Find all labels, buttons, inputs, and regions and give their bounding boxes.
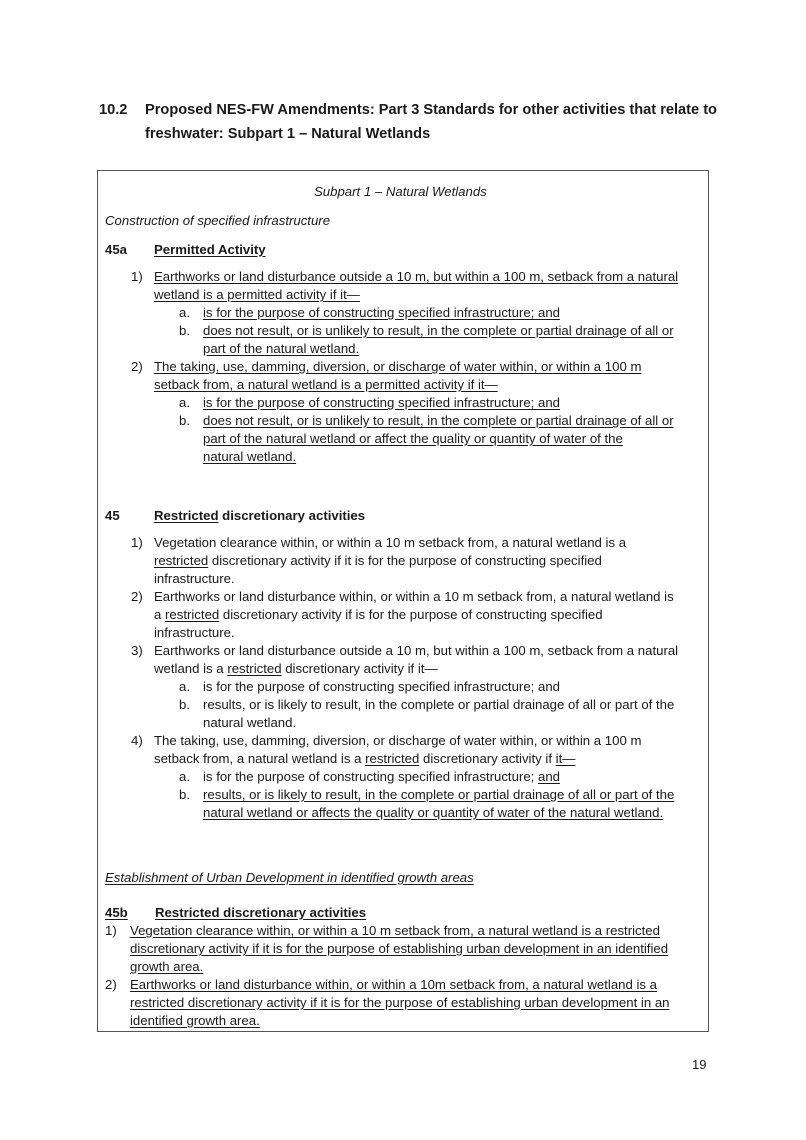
it-insert: it— [555, 751, 576, 766]
rule-45a-item-2-marker: 2) [131, 359, 143, 374]
rule-45a-item-1-line-2: wetland is a permitted activity if it— [154, 287, 360, 302]
rule-45-item-4a-text-pre: is for the purpose of constructing specified infrastructure; [203, 769, 538, 784]
rule-45-item-3-marker: 3) [131, 643, 143, 658]
rule-45a-number: 45a [105, 242, 128, 257]
rule-45-item-2-marker: 2) [131, 589, 143, 604]
rule-45a-item-2a-marker: a. [179, 395, 190, 410]
rule-45-item-2-line-2 [154, 606, 603, 624]
rule-text-box [97, 170, 709, 1032]
rule-45-item-3-line-1: Earthworks or land disturbance outside a 10 m, but within a 100 m, setback from a natural [154, 643, 679, 658]
rule-45-item-1-line-3: infrastructure. [154, 571, 235, 586]
rule-45b-number: 45b [105, 905, 128, 920]
rule-45-item-3a-text: is for the purpose of constructing specified infrastructure; and [203, 679, 560, 694]
rule-45-item-3b-marker: b. [179, 697, 190, 712]
rule-45-item-1-marker: 1) [131, 535, 143, 550]
rule-45b-title: Restricted discretionary activities [155, 905, 367, 920]
rule-45a-item-1-marker: 1) [131, 269, 143, 284]
rule-45b-item-1-line-3: growth area. [130, 959, 204, 974]
subheading-construction: Construction of specified infrastructure [105, 213, 331, 228]
box-title: Subpart 1 – Natural Wetlands [314, 184, 487, 199]
rule-45-item-3b-line-2: natural wetland. [203, 715, 297, 730]
rule-45-item-4a-text [203, 768, 560, 786]
rule-45b-item-1-line-1: Vegetation clearance within, or within a 10 m setback from, a natural wetland is a restricted [130, 923, 660, 938]
rule-45-item-2-line-2-pre: a [154, 607, 165, 622]
rule-45b-item-2-line-1: Earthworks or land disturbance within, or within a 10m setback from, a natural wetland is a [130, 977, 658, 992]
rule-45a-item-2-line-2: setback from, a natural wetland is a permitted activity if it— [154, 377, 498, 392]
rule-45a-item-2b-line-1: does not result, or is unlikely to result, in the complete or partial drainage of all or [203, 413, 674, 428]
restricted-insert: restricted [227, 661, 282, 676]
rule-45a-item-2b-marker: b. [179, 413, 190, 428]
rule-45-item-3-line-2-pre: wetland is a [154, 661, 228, 676]
rule-45-item-2-line-3: infrastructure. [154, 625, 235, 640]
restricted-insert: restricted [154, 553, 209, 568]
rule-45-item-1-line-2 [154, 552, 602, 570]
rule-45-item-4b-line-1: results, or is likely to result, in the complete or partial drainage of all or part of the [203, 787, 675, 802]
rule-45-item-3-line-2-rest: discretionary activity if it— [281, 661, 438, 676]
restricted-insert: restricted [365, 751, 420, 766]
rule-45a-item-2-line-1: The taking, use, damming, diversion, or discharge of water within, or within a 100 m [154, 359, 642, 374]
rule-45-item-1-line-2-rest: discretionary activity if it is for the purpose of constructing specified [208, 553, 602, 568]
rule-45b-item-1-marker: 1) [105, 923, 117, 938]
rule-45a-item-1-line-1: Earthworks or land disturbance outside a 10 m, but within a 100 m, setback from a natural [154, 269, 679, 284]
rule-45-item-2-line-1: Earthworks or land disturbance within, or within a 10 m setback from, a natural wetland is [154, 589, 674, 604]
rule-45a-item-2b-line-3: natural wetland. [203, 449, 297, 464]
page-number: 19 [692, 1057, 707, 1072]
rule-45-item-3b-line-1: results, or is likely to result, in the complete or partial drainage of all or part of the [203, 697, 675, 712]
section-number: 10.2 [99, 102, 128, 118]
section-heading [99, 98, 719, 146]
rule-45-item-4-marker: 4) [131, 733, 143, 748]
section-title-line-1: Proposed NES-FW Amendments: Part 3 Standards for other activities that relate to [145, 102, 717, 118]
restricted-insert: restricted [165, 607, 220, 622]
rule-45-item-1-line-1: Vegetation clearance within, or within a 10 m setback from, a natural wetland is a [154, 535, 627, 550]
rule-45b-item-2-line-2: restricted discretionary activity if it is for the purpose of establishing urban development in an [130, 995, 670, 1010]
section-title-line-2: freshwater: Subpart 1 – Natural Wetlands [145, 126, 431, 142]
rule-45-item-4-line-2 [154, 750, 575, 768]
rule-45-item-4b-marker: b. [179, 787, 190, 802]
rule-45-item-4a-marker: a. [179, 769, 190, 784]
rule-45-item-4-line-2-pre: setback from, a natural wetland is a [154, 751, 366, 766]
rule-45a-item-2a-text: is for the purpose of constructing specified infrastructure; and [203, 395, 560, 410]
rule-45a-item-1b-marker: b. [179, 323, 190, 338]
rule-45-title-restricted: Restricted [154, 508, 219, 523]
rule-45b-item-2-line-3: identified growth area. [130, 1013, 260, 1028]
rule-45-item-3-line-2 [154, 660, 438, 678]
rule-45a-item-1a-marker: a. [179, 305, 190, 320]
rule-45b-item-1-line-2: discretionary activity if it is for the purpose of establishing urban development in an identified [130, 941, 669, 956]
rule-45-item-4b-line-2: natural wetland or affects the quality or quantity of water of the natural wetland. [203, 805, 664, 820]
rule-45-item-3a-marker: a. [179, 679, 190, 694]
rule-45-item-4-line-1: The taking, use, damming, diversion, or discharge of water within, or within a 100 m [154, 733, 642, 748]
rule-45-title-rest: discretionary activities [218, 508, 366, 523]
rule-45a-item-2b-line-2: part of the natural wetland or affect the quality or quantity of water of the [203, 431, 623, 446]
rule-45a-item-1a-text: is for the purpose of constructing specified infrastructure; and [203, 305, 560, 320]
and-insert: and [537, 769, 560, 784]
subheading-urban-development: Establishment of Urban Development in identified growth areas [105, 870, 474, 885]
rule-45-number: 45 [105, 508, 120, 523]
rule-45a-title: Permitted Activity [154, 242, 266, 257]
rule-45a-item-1b-line-1: does not result, or is unlikely to result, in the complete or partial drainage of all or [203, 323, 674, 338]
rule-45a-item-1b-line-2: part of the natural wetland. [203, 341, 360, 356]
rule-45-item-4-line-2-mid: discretionary activity if [419, 751, 556, 766]
rule-45-title [154, 507, 365, 525]
rule-45b-item-2-marker: 2) [105, 977, 117, 992]
rule-45-item-2-line-2-rest: discretionary activity if is for the purpose of constructing specified [219, 607, 603, 622]
